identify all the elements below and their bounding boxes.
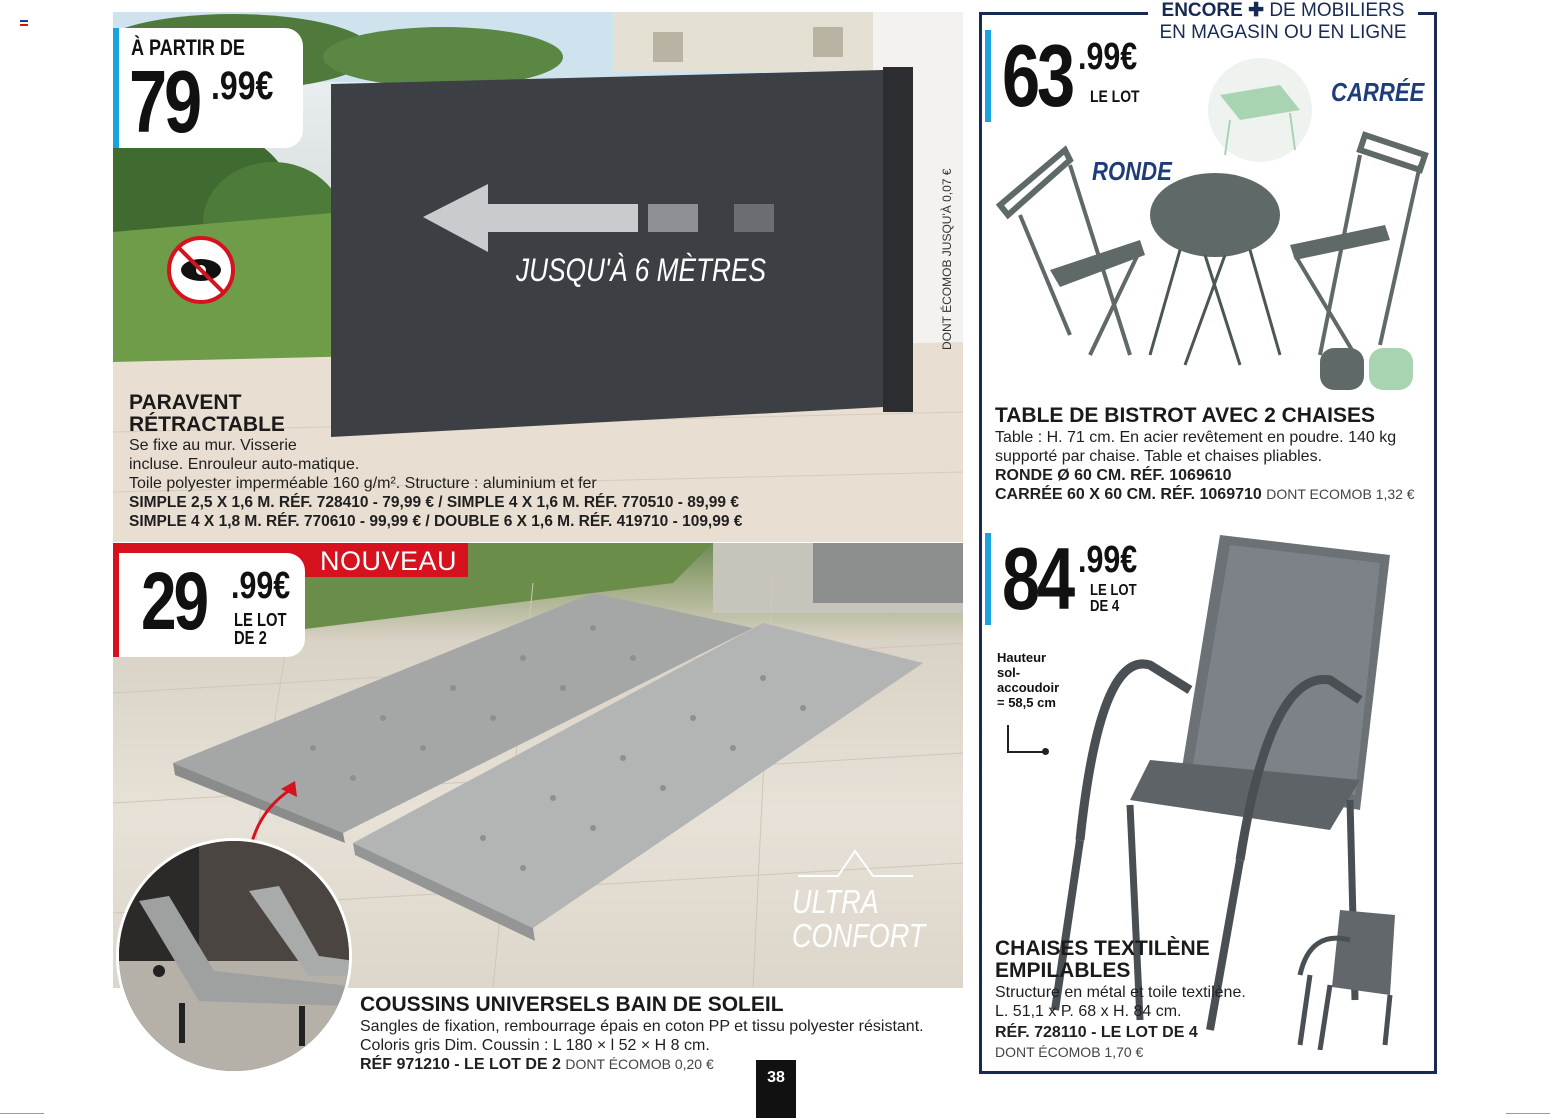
- chaises-price-cents: .99€: [1078, 539, 1138, 581]
- bistrot-lot: LE LOT: [1090, 87, 1140, 106]
- chaises-price-integer: 84: [1002, 529, 1073, 628]
- height-line3: accoudoir: [997, 680, 1060, 695]
- chaises-ref: RÉF. 728110 - LE LOT DE 4: [995, 1024, 1198, 1041]
- flag-mark: [20, 20, 28, 26]
- paravent-title-line2: RÉTRACTABLE: [129, 413, 285, 436]
- page-number: 38: [756, 1060, 796, 1118]
- coussins-desc-line2: Coloris gris Dim. Coussin : L 180 × l 52 × H 8 cm.: [360, 1037, 710, 1054]
- plus-icon: ✚: [1248, 0, 1265, 21]
- chaises-lot-line2: DE 4: [1090, 598, 1120, 615]
- confort-line1: ULTRA: [792, 883, 879, 920]
- coussins-title: COUSSINS UNIVERSELS BAIN DE SOLEIL: [360, 993, 784, 1016]
- swatch-green[interactable]: [1369, 348, 1413, 390]
- price-accent-bar: [113, 28, 119, 148]
- bistrot-price-cents: .99€: [1078, 36, 1138, 78]
- paravent-desc-line2: incluse. Enrouleur auto-matique.: [129, 456, 360, 473]
- arrow-caption: JUSQU'À 6 MÈTRES: [516, 252, 766, 288]
- bistrot-ref-round: RONDE Ø 60 CM. RÉF. 1069610: [995, 467, 1232, 484]
- paravent-desc-line3: Toile polyester imperméable 160 g/m². Structure : aluminium et fer: [129, 475, 597, 492]
- paravent-desc-line1: Se fixe au mur. Visserie: [129, 437, 297, 454]
- trim-mark-right: [1506, 1113, 1550, 1114]
- loungers-inset-photo: [116, 838, 352, 1074]
- variant-round-label: RONDE: [1092, 156, 1172, 186]
- chaises-desc-line2: L. 51,1 x P. 68 x H. 84 cm.: [995, 1003, 1182, 1020]
- confort-line2: CONFORT: [792, 917, 926, 954]
- bistrot-price-integer: 63: [1002, 26, 1073, 125]
- encore-line1-rest: DE MOBILIERS: [1269, 0, 1405, 21]
- variant-square-label: CARRÉE: [1331, 77, 1425, 107]
- coussins-price-tag: [113, 553, 305, 657]
- encore-line1: [1154, 0, 1412, 22]
- chaises-ecomob: DONT ÉCOMOB 1,70 €: [995, 1044, 1144, 1060]
- swatch-grey[interactable]: [1320, 348, 1364, 390]
- height-indicator-horizontal: [1007, 751, 1045, 753]
- lot-line1: LE LOT: [234, 610, 287, 630]
- coussins-ref: [360, 1055, 714, 1074]
- chaises-lot-line1: LE LOT: [1090, 582, 1137, 599]
- price-prefix: À PARTIR DE: [131, 35, 245, 60]
- paravent-refs-line2: SIMPLE 4 X 1,8 M. RÉF. 770610 - 99,99 € / DOUBLE 6 X 1,6 M. RÉF. 419710 - 109,99 €: [129, 513, 743, 530]
- lot-line2: DE 2: [234, 628, 267, 648]
- chaises-desc-line1: Structure en métal et toile textilène.: [995, 984, 1246, 1001]
- paravent-price-tag: [113, 28, 303, 151]
- height-line4: = 58,5 cm: [997, 695, 1056, 710]
- coussins-desc-line1: Sangles de fixation, rembourrage épais en coton PP et tissu polyester résistant.: [360, 1018, 924, 1035]
- chaises-title-line1: CHAISES TEXTILÈNE: [995, 937, 1210, 960]
- encore-banner: [1148, 0, 1418, 44]
- encore-line2: EN MAGASIN OU EN LIGNE: [1159, 22, 1407, 43]
- coussins-ref-bold: RÉF 971210 - LE LOT DE 2: [360, 1056, 561, 1073]
- height-note: [997, 650, 1059, 710]
- encore-bold: ENCORE: [1161, 0, 1243, 21]
- trim-mark-left: [0, 1113, 44, 1114]
- bistrot-ref-square-row: [995, 485, 1415, 504]
- bistrot-desc-line1: Table : H. 71 cm. En acier revêtement en poudre. 140 kg: [995, 429, 1397, 446]
- loungers-scene: [119, 841, 352, 1074]
- bistrot-ref-square: CARRÉE 60 X 60 CM. RÉF. 1069710: [995, 486, 1262, 503]
- price-cents: .99€: [231, 565, 291, 607]
- chaises-price-accent-bar: [985, 533, 991, 625]
- paravent-title-line1: PARAVENT: [129, 391, 242, 414]
- bistrot-title: TABLE DE BISTROT AVEC 2 CHAISES: [995, 404, 1375, 427]
- chaises-title-line2: EMPILABLES: [995, 959, 1131, 982]
- coussins-ref-ecomob: DONT ÉCOMOB 0,20 €: [565, 1056, 714, 1072]
- bistrot-desc-line2: supporté par chaise. Table et chaises pliables.: [995, 448, 1323, 465]
- paravent-refs-line1: SIMPLE 2,5 X 1,6 M. RÉF. 728410 - 79,99 € / SIMPLE 4 X 1,6 M. RÉF. 770510 - 89,99 €: [129, 494, 739, 511]
- nouveau-label: NOUVEAU: [320, 546, 458, 576]
- price-cents: .99€: [211, 64, 274, 108]
- ecomob-vertical-note: DONT ÉCOMOB JUSQU'À 0,07 €: [940, 168, 954, 350]
- height-indicator-vertical: [1007, 725, 1009, 753]
- price-integer: 79: [129, 52, 200, 151]
- price-integer: 29: [141, 556, 206, 647]
- bistrot-ecomob: DONT ECOMOB 1,32 €: [1266, 486, 1415, 502]
- height-line1: Hauteur: [997, 650, 1047, 665]
- height-line2: sol-: [997, 665, 1021, 680]
- height-indicator-dot: [1042, 748, 1049, 755]
- price-accent-bar: [113, 553, 119, 657]
